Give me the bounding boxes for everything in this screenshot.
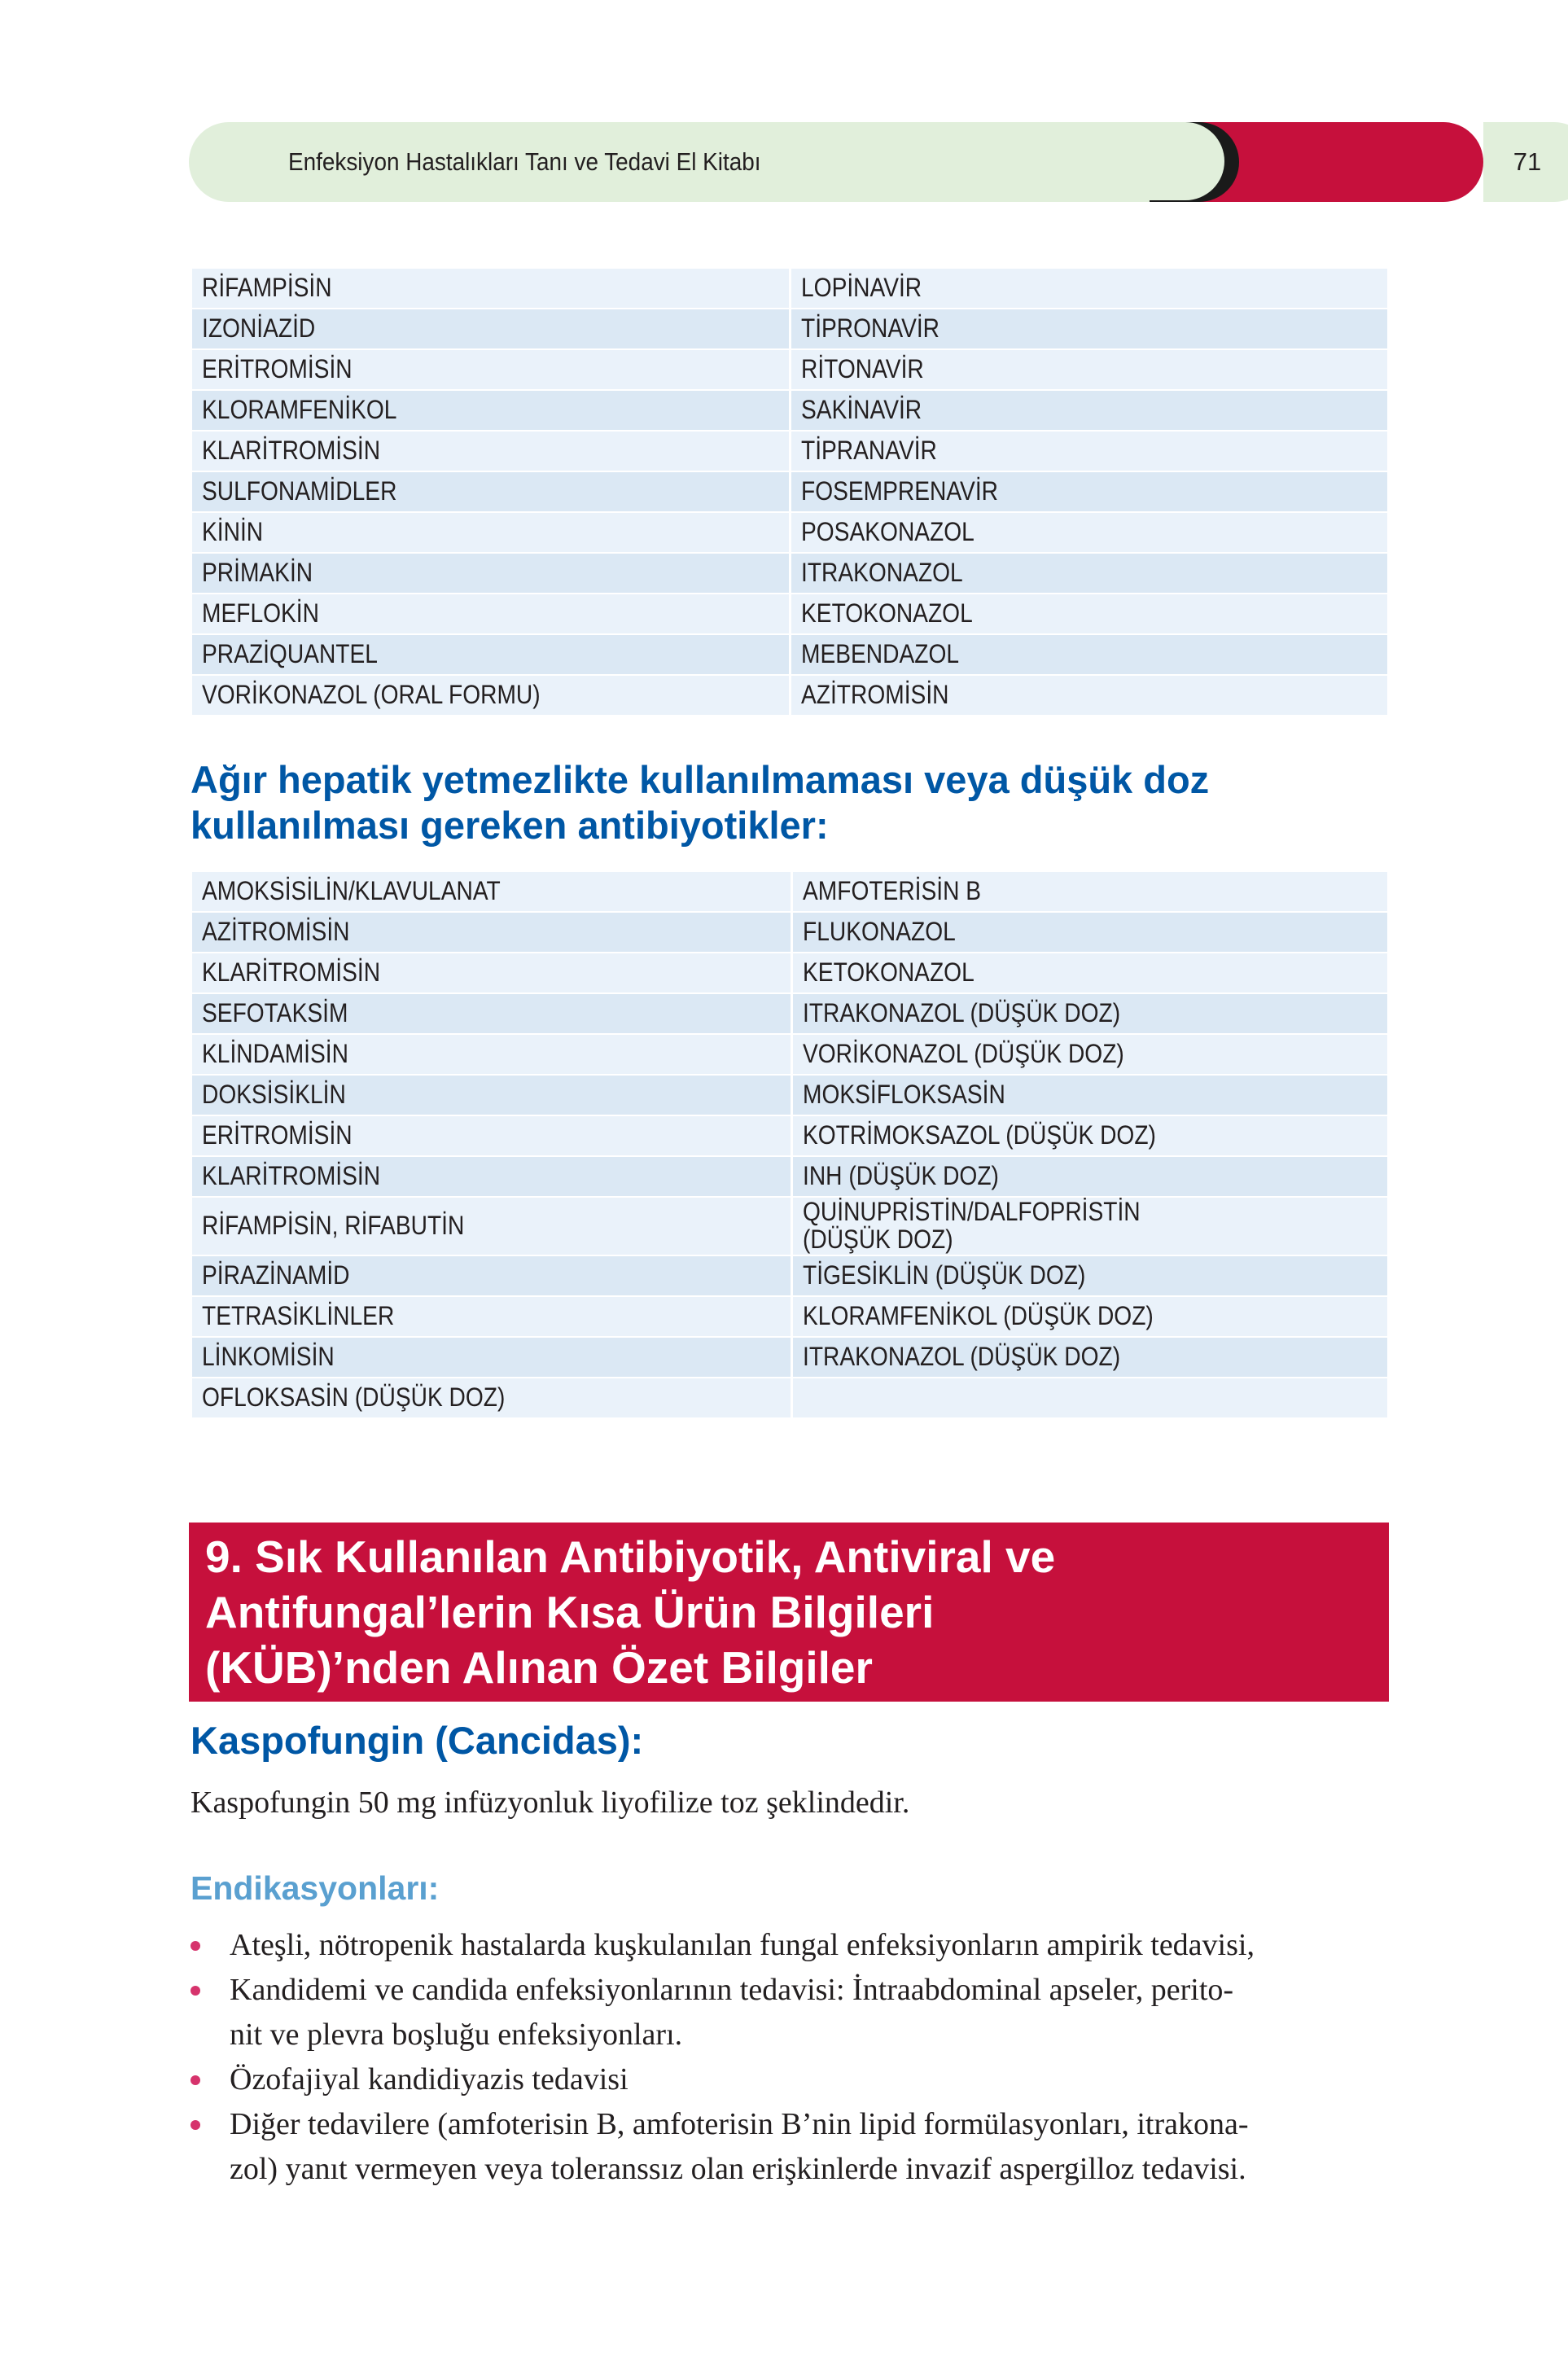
table-cell: LOPİNAVİR: [791, 269, 1387, 309]
table-cell: RİFAMPİSİN: [192, 269, 791, 309]
table-cell: KOTRİMOKSAZOL (DÜŞÜK DOZ): [793, 1116, 1387, 1157]
table-cell: VORİKONAZOL (ORAL FORMU): [192, 676, 791, 716]
table-cell: AMOKSİSİLİN/KLAVULANAT: [192, 872, 793, 913]
table-cell: KLARİTROMİSİN: [192, 1157, 793, 1198]
table-cell: DOKSİSİKLİN: [192, 1076, 793, 1116]
header-curl: [1133, 122, 1224, 200]
table-cell: PRAZİQUANTEL: [192, 635, 791, 676]
table-row: [192, 1338, 1387, 1378]
table-cell: KLİNDAMİSİN: [192, 1035, 793, 1076]
table-row: [192, 1116, 1387, 1157]
table-cell: INH (DÜŞÜK DOZ): [793, 1157, 1387, 1198]
table-cell: ITRAKONAZOL (DÜŞÜK DOZ): [793, 994, 1387, 1035]
table-row: [192, 309, 1387, 350]
drug-description: Kaspofungin 50 mg infüzyonluk liyofilize toz şeklindedir.: [191, 1785, 910, 1820]
table-cell: [793, 1198, 1387, 1256]
table-cell: KETOKONAZOL: [791, 594, 1387, 635]
table-row: [192, 953, 1387, 994]
hepatic-antibiotics-table: [192, 872, 1387, 1419]
table-cell: MEFLOKİN: [192, 594, 791, 635]
table-cell: ERİTROMİSİN: [192, 1116, 793, 1157]
section-title-line: Antifungal’lerin Kısa Ürün Bilgileri: [205, 1587, 935, 1637]
table-cell: SAKİNAVİR: [791, 391, 1387, 432]
table-row: [192, 472, 1387, 513]
list-item: Özofajiyal kandidiyazis tedavisi: [191, 2057, 1395, 2102]
hepatic-heading-line: Ağır hepatik yetmezlikte kullanılmaması veya düşük doz: [191, 758, 1210, 801]
table-cell: VORİKONAZOL (DÜŞÜK DOZ): [793, 1035, 1387, 1076]
table-cell: TİPRONAVİR: [791, 309, 1387, 350]
table-row: [192, 1198, 1387, 1256]
table-row: [192, 554, 1387, 594]
hepatic-heading: [191, 757, 1395, 848]
indications-heading: Endikasyonları:: [191, 1869, 440, 1907]
table-cell: FOSEMPRENAVİR: [791, 472, 1387, 513]
table-cell: KETOKONAZOL: [793, 953, 1387, 994]
table-row: [192, 1076, 1387, 1116]
table-cell: AZİTROMİSİN: [192, 913, 793, 953]
drug-title: Kaspofungin (Cancidas):: [191, 1719, 644, 1762]
running-header: [189, 122, 1542, 202]
table-cell: RİFAMPİSİN, RİFABUTİN: [192, 1198, 793, 1256]
table-cell: KLARİTROMİSİN: [192, 432, 791, 472]
cell-line: QUİNUPRİSTİN/DALFOPRİSTİN: [803, 1198, 1141, 1227]
table-row: [192, 1035, 1387, 1076]
table-cell: ERİTROMİSİN: [192, 350, 791, 391]
cell-line: (DÜŞÜK DOZ): [803, 1225, 953, 1254]
table-cell: IZONİAZİD: [192, 309, 791, 350]
table-cell: KLARİTROMİSİN: [192, 953, 793, 994]
table-cell: AZİTROMİSİN: [791, 676, 1387, 716]
table-cell: SEFOTAKSİM: [192, 994, 793, 1035]
table-row: [192, 594, 1387, 635]
section-title-line: (KÜB)’nden Alınan Özet Bilgiler: [205, 1642, 873, 1693]
book-title: Enfeksiyon Hastalıkları Tanı ve Tedavi El Kitabı: [288, 147, 761, 176]
table-row: [192, 1378, 1387, 1419]
table-row: [192, 350, 1387, 391]
table-cell: PİRAZİNAMİD: [192, 1256, 793, 1297]
bullet-icon: [191, 2075, 200, 2085]
list-item: Diğer tedavilere (amfoterisin B, amfoterisin B’nin lipid formülasyonları, itrakona- zol) yanıt vermeyen veya toleranssız olan erişkinlerde invazif aspergilloz tedavisi.: [191, 2102, 1395, 2192]
page-number: 71: [1513, 147, 1542, 176]
table-cell: KLORAMFENİKOL: [192, 391, 791, 432]
table-cell: FLUKONAZOL: [793, 913, 1387, 953]
table-cell: [793, 1378, 1387, 1419]
table-row: [192, 635, 1387, 676]
table-cell: TİPRANAVİR: [791, 432, 1387, 472]
table-row: [192, 913, 1387, 953]
hepatic-heading-line: kullanılması gereken antibiyotikler:: [191, 804, 829, 847]
table-cell: SULFONAMİDLER: [192, 472, 791, 513]
table-cell: ITRAKONAZOL: [791, 554, 1387, 594]
section-title-line: 9. Sık Kullanılan Antibiyotik, Antiviral ve: [205, 1531, 1056, 1582]
bullet-icon: [191, 2120, 200, 2130]
table-row: [192, 1157, 1387, 1198]
table-cell: POSAKONAZOL: [791, 513, 1387, 554]
table-cell: MEBENDAZOL: [791, 635, 1387, 676]
table-row: [192, 994, 1387, 1035]
table-row: [192, 676, 1387, 716]
table-cell: TİGESİKLİN (DÜŞÜK DOZ): [793, 1256, 1387, 1297]
table-row: [192, 432, 1387, 472]
table-cell: TETRASİKLİNLER: [192, 1297, 793, 1338]
list-item: Kandidemi ve candida enfeksiyonlarının tedavisi: İntraabdominal apseler, perito- nit ve plevra boşluğu enfeksiyonları.: [191, 1968, 1395, 2057]
section-banner: [189, 1523, 1389, 1702]
table-row: [192, 872, 1387, 913]
table-cell: MOKSİFLOKSASİN: [793, 1076, 1387, 1116]
table-row: [192, 391, 1387, 432]
list-item: Ateşli, nötropenik hastalarda kuşkulanılan fungal enfeksiyonların ampirik tedavisi,: [191, 1923, 1395, 1968]
table-row: [192, 513, 1387, 554]
bullet-icon: [191, 1986, 200, 1996]
table-cell: AMFOTERİSİN B: [793, 872, 1387, 913]
table-row: [192, 1256, 1387, 1297]
indications-list: [191, 1923, 1395, 2192]
table-cell: PRİMAKİN: [192, 554, 791, 594]
table-row: [192, 269, 1387, 309]
bullet-icon: [191, 1941, 200, 1951]
table-cell: ITRAKONAZOL (DÜŞÜK DOZ): [793, 1338, 1387, 1378]
table-cell: KİNİN: [192, 513, 791, 554]
table-cell: KLORAMFENİKOL (DÜŞÜK DOZ): [793, 1297, 1387, 1338]
drug-interaction-table: [192, 269, 1387, 716]
table-cell: LİNKOMİSİN: [192, 1338, 793, 1378]
table-cell: OFLOKSASİN (DÜŞÜK DOZ): [192, 1378, 793, 1419]
table-row: [192, 1297, 1387, 1338]
table-cell: RİTONAVİR: [791, 350, 1387, 391]
